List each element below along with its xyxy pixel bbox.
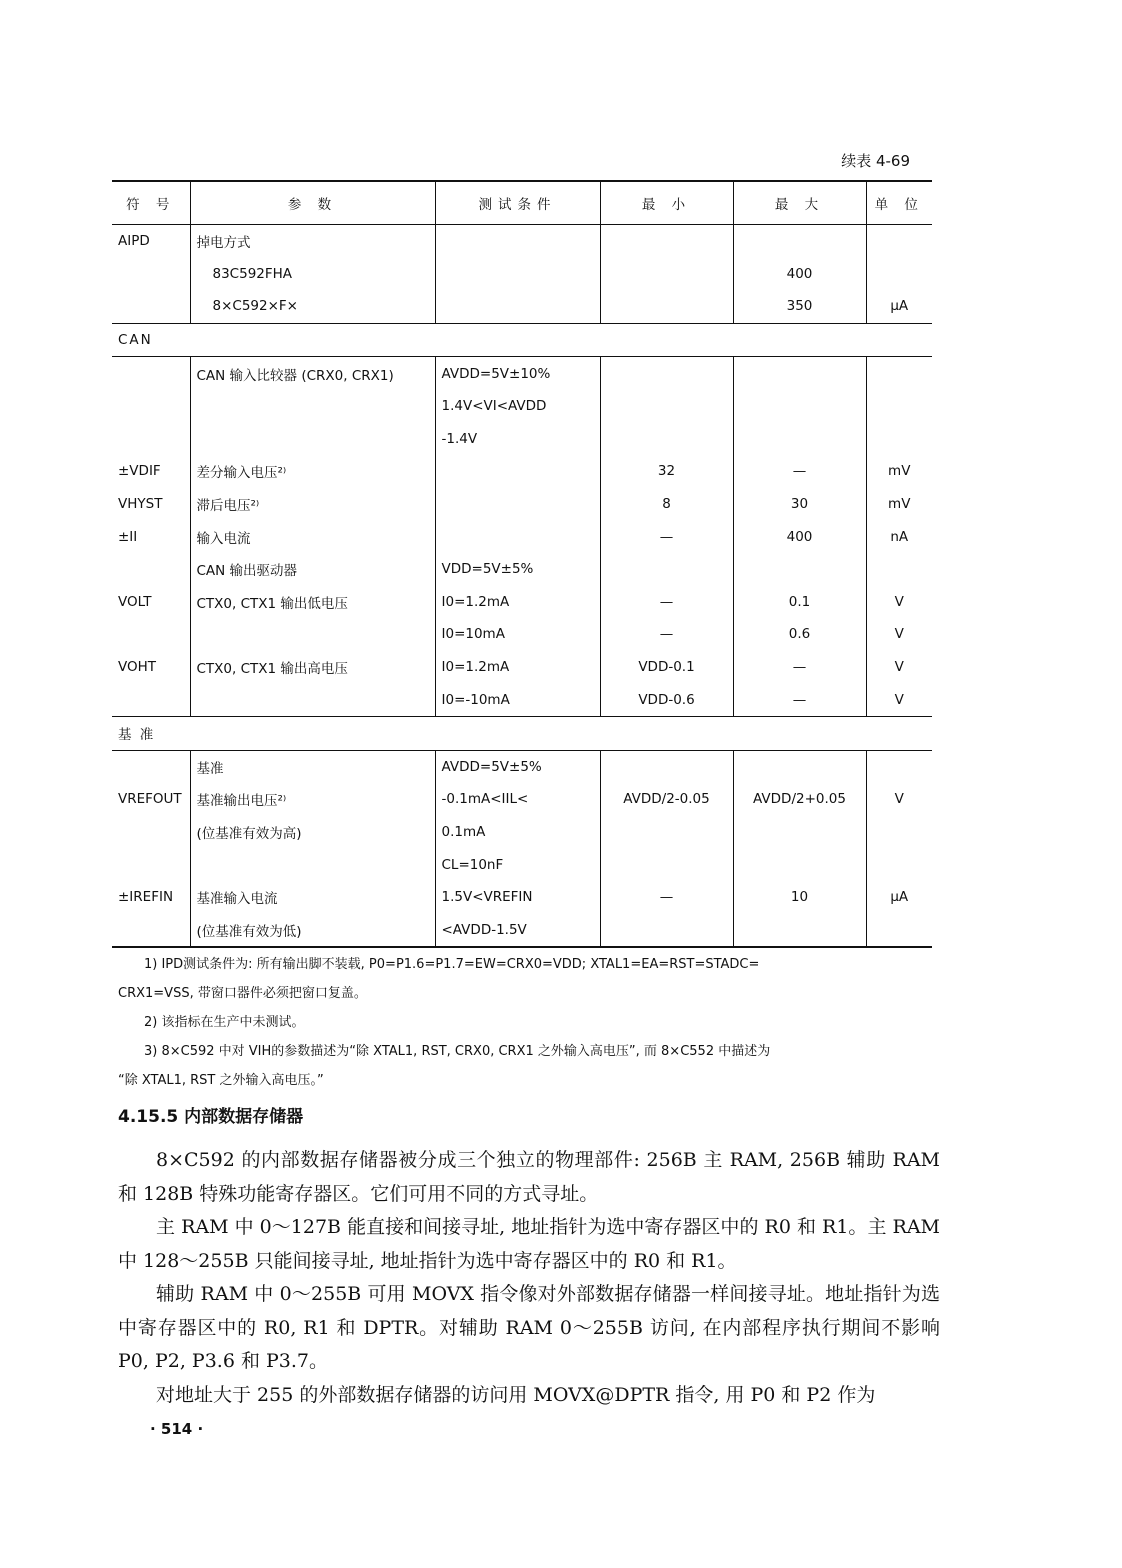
cell-unit: mV xyxy=(866,455,932,488)
header-min: 最 小 xyxy=(600,181,733,225)
cell-min xyxy=(600,750,733,783)
cell-min: 8 xyxy=(600,488,733,521)
cell-symbol xyxy=(112,816,190,849)
cell-parameter: 掉电方式 xyxy=(190,225,435,258)
cell-symbol: VREFOUT xyxy=(118,791,182,808)
table-row xyxy=(112,913,932,947)
cell-symbol xyxy=(112,750,190,783)
body-text xyxy=(118,1144,940,1412)
cell-unit xyxy=(866,816,932,849)
cell-max: 10 xyxy=(733,881,866,914)
cell-unit xyxy=(866,553,932,586)
cell-symbol: ±II xyxy=(118,528,138,545)
cell-symbol: VOLT xyxy=(118,593,152,610)
paragraph: 对地址大于 255 的外部数据存储器的访问用 MOVX@DPTR 指令, 用 P0 和 P2 作为 xyxy=(156,1383,876,1406)
cell-min xyxy=(600,390,733,423)
cell-max xyxy=(733,913,866,947)
header-unit: 单 位 xyxy=(866,181,932,225)
page-number: · 514 · xyxy=(150,1420,204,1438)
table-title: 续表 4-69 xyxy=(841,152,910,170)
footnote-line: CRX1=VSS, 带窗口器件必须把窗口复盖。 xyxy=(118,986,367,1001)
header-parameter: 参 数 xyxy=(190,181,435,225)
cell-min xyxy=(600,423,733,456)
table-row xyxy=(112,651,932,684)
cell-max: 0.6 xyxy=(733,618,866,651)
cell-parameter xyxy=(190,423,435,456)
cell-unit: V xyxy=(866,683,932,716)
cell-symbol xyxy=(112,848,190,881)
header-symbol: 符 号 xyxy=(112,181,190,225)
cell-min: AVDD/2-0.05 xyxy=(600,783,733,816)
footnote-line: 1) IPD测试条件为: 所有输出脚不装载, P0=P1.6=P1.7=EW=CRX0=VDD; XTAL1=EA=RST=STADC= xyxy=(144,957,760,972)
cell-max: 30 xyxy=(733,488,866,521)
table-row xyxy=(112,455,932,488)
cell-max: — xyxy=(733,651,866,684)
cell-unit: V xyxy=(866,783,932,816)
table-row xyxy=(112,783,932,816)
cell-max xyxy=(733,225,866,258)
header-max: 最 大 xyxy=(733,181,866,225)
cell-symbol: AIPD xyxy=(118,233,150,250)
cell-max xyxy=(733,390,866,423)
cell-condition: I0=-10mA xyxy=(435,683,600,716)
cell-condition: <AVDD-1.5V xyxy=(435,913,600,947)
cell-min xyxy=(600,913,733,947)
cell-max: 400 xyxy=(733,520,866,553)
table-row xyxy=(112,881,932,914)
cell-parameter xyxy=(190,618,435,651)
cell-min xyxy=(600,553,733,586)
cell-condition xyxy=(435,290,600,323)
cell-condition: I0=1.2mA xyxy=(435,651,600,684)
cell-symbol xyxy=(112,423,190,456)
table-row xyxy=(112,848,932,881)
cell-min xyxy=(600,848,733,881)
cell-max: — xyxy=(733,683,866,716)
cell-unit: μA xyxy=(866,290,932,323)
table-row xyxy=(112,488,932,521)
cell-unit xyxy=(866,390,932,423)
cell-unit: V xyxy=(866,586,932,619)
cell-parameter: 基准 xyxy=(190,750,435,783)
paragraph: 主 RAM 中 0～127B 能直接和间接寻址, 地址指针为选中寄存器区中的 R0 和 R1。主 RAM 中 128～255B 只能间接寻址, 地址指针为选中寄存器区中的 R0 和 R1。 xyxy=(118,1216,940,1272)
cell-min: 32 xyxy=(600,455,733,488)
table-row xyxy=(112,683,932,716)
cell-condition: AVDD=5V±5% xyxy=(435,750,600,783)
cell-condition: 1.5V<VREFIN xyxy=(435,881,600,914)
cell-parameter: CTX0, CTX1 输出高电压 xyxy=(190,651,435,684)
cell-unit: μA xyxy=(866,881,932,914)
cell-unit: V xyxy=(866,618,932,651)
table-header-row xyxy=(112,181,932,225)
cell-parameter: 滞后电压²⁾ xyxy=(190,488,435,521)
cell-condition xyxy=(435,225,600,258)
cell-parameter: 输入电流 xyxy=(190,520,435,553)
cell-symbol xyxy=(112,258,190,291)
section-row xyxy=(112,323,932,357)
section-row xyxy=(112,716,932,750)
header-test-condition: 测试条件 xyxy=(435,181,600,225)
table-row xyxy=(112,618,932,651)
table-row xyxy=(112,258,932,291)
cell-max xyxy=(733,357,866,390)
cell-unit xyxy=(866,423,932,456)
cell-max: 0.1 xyxy=(733,586,866,619)
cell-condition: 0.1mA xyxy=(435,816,600,849)
table-row xyxy=(112,586,932,619)
cell-max: AVDD/2+0.05 xyxy=(733,783,866,816)
paragraph: 辅助 RAM 中 0～255B 可用 MOVX 指令像对外部数据存储器一样间接寻址。地址指针为选中寄存器区中的 R0, R1 和 DPTR。对辅助 RAM 0～255B 访问, 在内部程序执行期间不影响 P0, P2, P3.6 和 P3.7。 xyxy=(118,1283,940,1372)
cell-max xyxy=(733,816,866,849)
cell-condition: -1.4V xyxy=(435,423,600,456)
cell-condition: I0=10mA xyxy=(435,618,600,651)
cell-symbol xyxy=(112,357,190,390)
cell-condition: CL=10nF xyxy=(435,848,600,881)
cell-max: — xyxy=(733,455,866,488)
table-row xyxy=(112,816,932,849)
cell-unit: mV xyxy=(866,488,932,521)
cell-parameter: 83C592FHA xyxy=(190,258,435,291)
cell-symbol: ±IREFIN xyxy=(118,889,174,906)
cell-min xyxy=(600,357,733,390)
spec-table xyxy=(112,180,932,948)
cell-unit xyxy=(866,750,932,783)
table-row xyxy=(112,225,932,258)
cell-parameter: 差分输入电压²⁾ xyxy=(190,455,435,488)
cell-min: VDD-0.6 xyxy=(600,683,733,716)
footnote-line: “除 XTAL1, RST 之外输入高电压。” xyxy=(118,1073,324,1088)
cell-parameter: 基准输入电流 xyxy=(190,881,435,914)
table-row xyxy=(112,390,932,423)
cell-condition: 1.4V<VI<AVDD xyxy=(435,390,600,423)
cell-condition: -0.1mA<IIL< xyxy=(435,783,600,816)
table-row xyxy=(112,423,932,456)
cell-condition xyxy=(435,520,600,553)
cell-min: — xyxy=(600,881,733,914)
section-label: 基 准 xyxy=(112,716,932,750)
cell-condition: VDD=5V±5% xyxy=(435,553,600,586)
cell-condition: AVDD=5V±10% xyxy=(435,357,600,390)
cell-min: — xyxy=(600,586,733,619)
cell-symbol xyxy=(112,553,190,586)
cell-min xyxy=(600,816,733,849)
table-row xyxy=(112,553,932,586)
cell-min xyxy=(600,290,733,323)
cell-unit: nA xyxy=(866,520,932,553)
cell-max: 400 xyxy=(733,258,866,291)
cell-parameter: CAN 输出驱动器 xyxy=(190,553,435,586)
cell-parameter: CAN 输入比较器 (CRX0, CRX1) xyxy=(190,357,435,390)
table-row xyxy=(112,750,932,783)
cell-parameter: (位基准有效为低) xyxy=(190,913,435,947)
cell-symbol: ±VDIF xyxy=(118,463,161,480)
cell-condition xyxy=(435,488,600,521)
cell-max xyxy=(733,423,866,456)
cell-min xyxy=(600,225,733,258)
section-heading: 4.15.5 内部数据存储器 xyxy=(118,1107,304,1127)
cell-unit xyxy=(866,848,932,881)
cell-parameter: 8×C592×F× xyxy=(190,290,435,323)
cell-unit xyxy=(866,258,932,291)
table-body xyxy=(112,225,932,948)
cell-symbol xyxy=(112,683,190,716)
cell-condition xyxy=(435,258,600,291)
cell-unit xyxy=(866,357,932,390)
cell-min: VDD-0.1 xyxy=(600,651,733,684)
cell-symbol: VHYST xyxy=(118,496,163,513)
cell-unit: V xyxy=(866,651,932,684)
cell-unit xyxy=(866,913,932,947)
paragraph: 8×C592 的内部数据存储器被分成三个独立的物理部件: 256B 主 RAM, 256B 辅助 RAM 和 128B 特殊功能寄存器区。它们可用不同的方式寻址。 xyxy=(118,1149,940,1205)
cell-max xyxy=(733,750,866,783)
cell-symbol xyxy=(112,913,190,947)
cell-max: 350 xyxy=(733,290,866,323)
cell-max xyxy=(733,848,866,881)
cell-symbol xyxy=(112,618,190,651)
cell-parameter: (位基准有效为高) xyxy=(190,816,435,849)
cell-parameter xyxy=(190,683,435,716)
footnote-line: 2) 该指标在生产中未测试。 xyxy=(144,1015,305,1030)
cell-min: — xyxy=(600,618,733,651)
cell-max xyxy=(733,553,866,586)
section-label: CAN xyxy=(112,323,932,357)
cell-symbol: VOHT xyxy=(118,659,157,676)
table-row xyxy=(112,357,932,390)
cell-symbol xyxy=(112,290,190,323)
footnote-line: 3) 8×C592 中对 VIH的参数描述为“除 XTAL1, RST, CRX0, CRX1 之外输入高电压”, 而 8×C552 中描述为 xyxy=(144,1044,771,1059)
cell-parameter: CTX0, CTX1 输出低电压 xyxy=(190,586,435,619)
cell-parameter xyxy=(190,390,435,423)
cell-min xyxy=(600,258,733,291)
table-row xyxy=(112,520,932,553)
footnotes xyxy=(118,950,938,1095)
cell-parameter: 基准输出电压²⁾ xyxy=(190,783,435,816)
cell-condition xyxy=(435,455,600,488)
table-row xyxy=(112,290,932,323)
cell-condition: I0=1.2mA xyxy=(435,586,600,619)
cell-symbol xyxy=(112,390,190,423)
cell-min: — xyxy=(600,520,733,553)
cell-parameter xyxy=(190,848,435,881)
cell-unit xyxy=(866,225,932,258)
